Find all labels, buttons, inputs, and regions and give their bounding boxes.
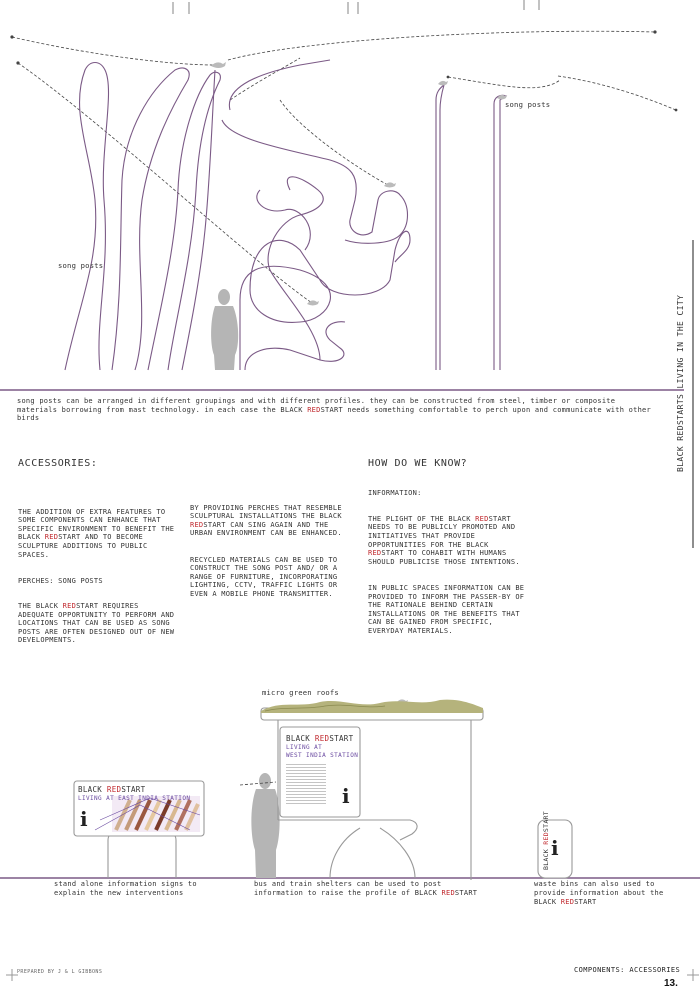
text: BLACK [286,734,315,743]
caption-text-b: START needs something comfortable to perch upon and communicate with other birds [17,405,651,423]
caption-waste-bins [534,880,664,906]
sign-title [78,785,145,794]
text-red: RED [190,520,204,529]
how-para1 [368,515,528,567]
caption-red: RED [307,405,321,414]
caption-shelters [254,880,494,898]
text: START TO COHABIT WITH HUMANS SHOULD PUBLICISE THOSE INTENTIONS. [368,549,520,566]
sign-subtitle: LIVING AT EAST INDIA STATION [78,795,191,802]
shelter-sign-subtitle-1: LIVING AT [286,744,323,751]
text: START [542,811,550,833]
text: BY PROVIDING PERCHES THAT RESEMBLE SCULPTURAL INSTALLATIONS THE BLACK [190,503,342,521]
text-red: RED [44,533,59,542]
text: THE ADDITION OF EXTRA FEATURES TO SOME COMPONENTS CAN ENHANCE THAT SPECIFIC ENVIRONMENT TO BENEFIT THE BLACK [18,507,175,542]
text-red: RED [441,888,455,897]
shelter-sign-subtitle-2: WEST INDIA STATION [286,752,359,759]
text-red: RED [106,785,122,794]
shelter-sign-fineprint [286,762,326,806]
accessories-heading: ACCESSORIES: [18,458,98,469]
song-posts-caption [17,397,657,423]
accessories-col1 [18,499,176,654]
section-title: COMPONENTS: ACCESSORIES [574,966,681,974]
text: BLACK [542,844,550,870]
text: START [574,897,597,906]
how-subheading: INFORMATION: [368,488,422,497]
text: BLACK [78,785,107,794]
text: bus and train shelters can be used to post information to raise the profile of BLACK [254,880,442,897]
text: START NEEDS TO BE PUBLICLY PROMOTED AND INITIATIVES THAT PROVIDE OPPORTUNITIES FOR THE BLACK [368,514,516,549]
text: START REQUIRES ADEQUATE OPPORTUNITY TO PERFORM AND LOCATIONS THAT CAN BE USED AS SONG POSTS ARE OFTEN DESIGNED OUT OF NEW DEVELOPMENTS. [18,601,175,645]
text: waste bins can also used to provide information about the BLACK [534,880,664,906]
text: THE BLACK [18,601,63,610]
info-icon: i [551,836,559,860]
text-red: RED [475,514,489,523]
how-para2: IN PUBLIC SPACES INFORMATION CAN BE PROVIDED TO INFORM THE PASSER-BY OF THE RATIONALE BEHIND CERTAIN INSTALLATIONS OR THE BENEFITS THAT CAN BE GAINED FROM SPECIFIC, EVERYDAY MATERIALS. [368,583,525,635]
accessories-col1-para1 [18,508,176,560]
text: START [454,888,478,897]
accessories-col2-para1 [190,504,350,538]
text-red: RED [560,897,575,906]
green-roof [261,700,483,713]
label-song-posts-left: song posts [58,261,104,270]
accessories-subheading: PERCHES: SONG POSTS [18,576,103,585]
accessories-col1-para2 [18,602,176,645]
song-post-profiles [65,60,506,370]
text: START [329,734,354,743]
text-red: RED [542,832,550,845]
shelter-sign-title [286,734,353,743]
text: START [121,785,146,794]
text-red: RED [62,601,77,610]
page-number: 13. [664,978,678,989]
person-silhouette-bottom [251,773,279,878]
info-icon: i [80,807,88,831]
accessories-col2 [190,495,350,607]
registration-ticks [173,0,539,14]
caption-stand-alone-signs: stand alone information signs to explain the new interventions [54,880,197,897]
label-micro-green-roofs: micro green roofs [262,688,339,697]
info-icon: i [342,784,350,808]
text-red: RED [368,549,382,558]
accessories-col2-para2: RECYCLED MATERIALS CAN BE USED TO CONSTRUCT THE SONG POST AND/ OR A RANGE OF FURNITURE, INCORPORATING LIGHTING, CCTV, TRAFFIC LIGHTS OR EVEN A MOBILE PHONE TRANSMITTER. [190,555,338,598]
text: START CAN SING AGAIN AND THE URBAN ENVIRONMENT CAN BE ENHANCED. [190,520,342,538]
how-column [368,480,528,644]
prepared-by: PREPARED BY J & L GIBBONS [17,969,103,975]
flight-paths [12,31,676,303]
side-title: BLACK REDSTARTS LIVING IN THE CITY [676,294,685,472]
caption-text-a: song posts can be arranged in different groupings and with different profiles. they can be constructed from steel, timber or composite materials borrowing from mast technology. in each case the BLACK [17,397,616,414]
text-red: RED [314,734,330,743]
how-heading: HOW DO WE KNOW? [368,458,468,469]
person-silhouette-top [211,289,238,370]
text: THE PLIGHT OF THE BLACK [368,514,476,523]
text: START AND TO BECOME SCULPTURE ADDITIONS TO PUBLIC SPACES. [18,533,148,559]
label-song-posts-right: song posts [505,100,551,109]
